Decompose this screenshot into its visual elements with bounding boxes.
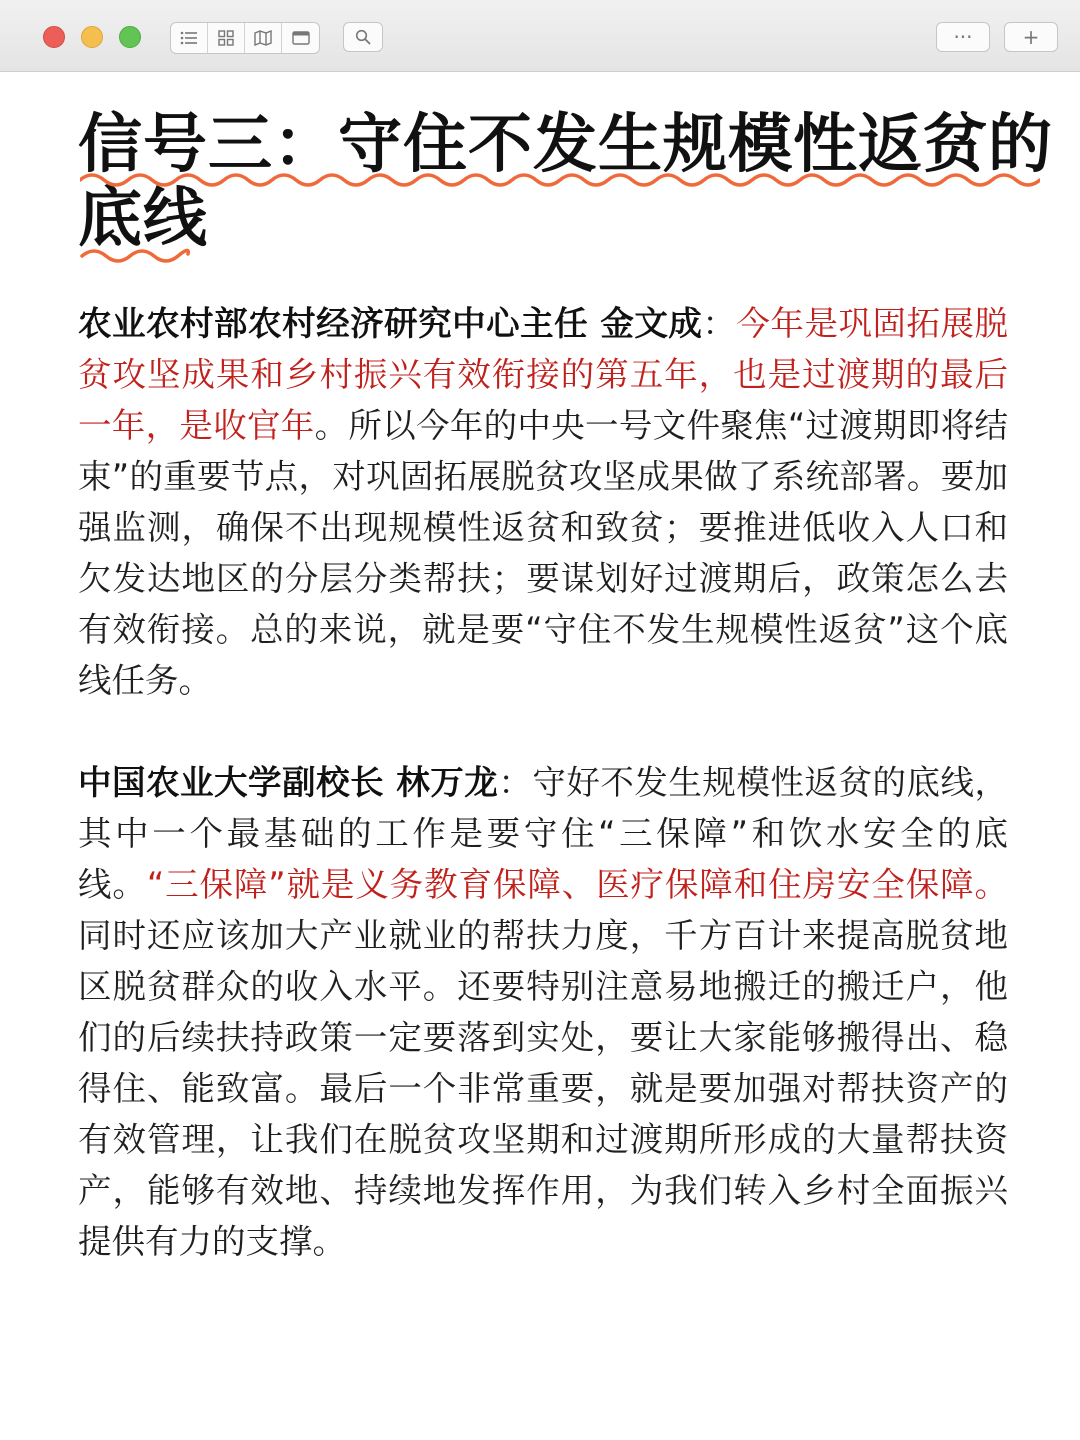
minimize-window-button[interactable] (81, 26, 103, 48)
close-window-button[interactable] (43, 26, 65, 48)
highlight-text: “三保障”就是义务教育保障、医疗保障和住房安全保障。 (146, 865, 1009, 904)
speaker-name: 中国农业大学副校长 林万龙 (78, 763, 499, 802)
paragraph-text: 。所以今年的中央一号文件聚焦“过渡期即将结束”的重要节点，对巩固拓展脱贫攻坚成果做了系统部署。要加强监测，确保不出现规模性返贫和致贫；要推进低收入人口和欠发达地区的分层分类帮扶；要谋划好过渡期后，政策怎么去有效衔接。总的来说，就是要“守住不发生规模性返贫”这个底线任务。 (78, 406, 1009, 700)
title-underline-squiggle (80, 168, 1040, 192)
paragraph-lin-wanlong (78, 757, 1008, 1267)
view-button-group (170, 22, 320, 54)
title-underline-squiggle-2 (80, 244, 190, 268)
paragraph-jin-wencheng (78, 298, 1008, 706)
paragraph-text: 守好不发生规模性返贫的底线，其中一个最基础的工作是要守住“三保障”和饮水安全的底线。 (78, 763, 1009, 904)
speaker-name: 农业农村部农村经济研究中心主任 金文成 (78, 304, 703, 343)
more-button[interactable]: ··· (936, 22, 990, 52)
paragraph-text: 同时还应该加大产业就业的帮扶力度，千方百计来提高脱贫地区脱贫群众的收入水平。还要特别注意易地搬迁的搬迁户，他们的后续扶持政策一定要落到实处，要让大家能够搬得出、稳得住、能致富。最后一个非常重要，就是要加强对帮扶资产的有效管理，让我们在脱贫攻坚期和过渡期所形成的大量帮扶资产，能够有效地、持续地发挥作用，为我们转入乡村全面振兴提供有力的支撑。 (78, 916, 1008, 1261)
grid-icon[interactable] (208, 23, 245, 53)
window-toolbar (0, 0, 1080, 72)
speaker-colon: ： (498, 763, 533, 802)
map-icon[interactable] (245, 23, 282, 53)
title-line-1: 信号三：守住不发生规模性返贫的 (78, 108, 1053, 182)
search-icon[interactable] (343, 22, 383, 52)
zoom-window-button[interactable] (119, 26, 141, 48)
add-button[interactable]: + (1004, 22, 1058, 52)
title-line-2: 底线 (78, 182, 208, 256)
list-icon[interactable] (171, 23, 208, 53)
speaker-colon: ： (702, 304, 737, 343)
highlight-text: 今年是巩固拓展脱贫攻坚成果和乡村振兴有效衔接的第五年，也是过渡期的最后一年，是收官年 (78, 304, 1009, 445)
window-icon[interactable] (282, 23, 319, 53)
